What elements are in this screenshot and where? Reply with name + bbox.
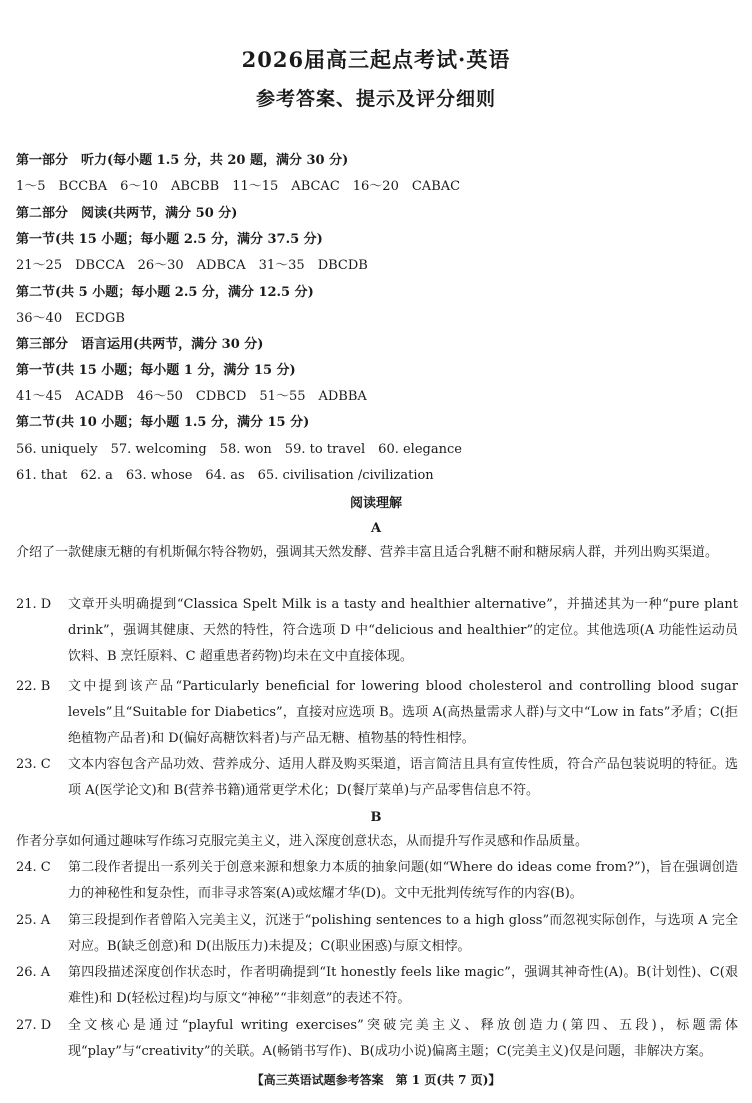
- answer-item: [16, 908, 738, 960]
- part2-section1-keys: 21～25 DBCCA 26～30 ADBCA 31～35 DBCDB: [16, 258, 368, 273]
- answer-item: [16, 855, 738, 907]
- passage-a-summary: 介绍了一款健康无糖的有机斯佩尔特谷物奶，强调其天然发酵、营养丰富且适合乳糖不耐和糖尿病人群，并列出购买渠道。: [16, 545, 719, 560]
- part3-section2-keys-a: 56. uniquely 57. welcoming 58. won 59. to travel 60. elegance: [16, 442, 462, 457]
- page-footer: 【高三英语试题参考答案 第 1 页(共 7 页)】: [251, 1073, 501, 1087]
- answer-item: [16, 1013, 738, 1065]
- reading-heading: 阅读理解: [349, 496, 402, 511]
- passage-a-label: A: [370, 521, 382, 536]
- item-number: 24. C: [16, 860, 51, 875]
- part3-section2-keys-b: 61. that 62. a 63. whose 64. as 65. civilisation /civilization: [16, 468, 434, 483]
- item-number: 27. D: [16, 1018, 52, 1033]
- passage-b-summary: 作者分享如何通过趣味写作练习克服完美主义，进入深度创意状态，从而提升写作灵感和作品质量。: [16, 834, 589, 849]
- part2-heading: 第二部分 阅读(共两节，满分 50 分): [16, 206, 238, 221]
- answer-item: [16, 752, 738, 804]
- item-number: 26. A: [16, 965, 51, 980]
- part2-section2-keys: 36～40 ECDGB: [16, 311, 125, 326]
- part3-section1-keys: 41～45 ACADB 46～50 CDBCD 51～55 ADBBA: [16, 389, 367, 404]
- item-explanation: 文本内容包含产品功效、营养成分、适用人群及购买渠道，语言简洁且具有宣传性质，符合产品包装说明的特征。选项 A(医学论文)和 B(营养书籍)通常更学术化；D(餐厅菜单)与产品零售信息不符。: [68, 757, 738, 798]
- part3-section1-heading: 第一节(共 15 小题；每小题 1 分，满分 15 分): [16, 363, 296, 378]
- part2-section1-heading: 第一节(共 15 小题；每小题 2.5 分，满分 37.5 分): [16, 232, 323, 247]
- item-number: 22. B: [16, 679, 51, 694]
- part2-section2-heading: 第二节(共 5 小题；每小题 2.5 分，满分 12.5 分): [16, 285, 314, 300]
- answer-item: [16, 592, 738, 670]
- answer-item: [16, 960, 738, 1012]
- part1-keys: 1～5 BCCBA 6～10 ABCBB 11～15 ABCAC 16～20 CABAC: [16, 179, 461, 194]
- item-number: 23. C: [16, 757, 51, 772]
- item-explanation: 第三段提到作者曾陷入完美主义，沉迷于“polishing sentences to a high gloss”而忽视实际创作，与选项 A 完全对应。B(缺乏创意)和 D(出版压力)未提及；C(职业困惑)与原文相悖。: [68, 913, 738, 954]
- item-explanation: 第四段描述深度创作状态时，作者明确提到“It honestly feels like magic”，强调其神奇性(A)。B(计划性)、C(艰难性)和 D(轻松过程)均与原文“神秘”“非刻意”的表述不符。: [68, 965, 738, 1006]
- item-explanation: 第二段作者提出一系列关于创意来源和想象力本质的抽象问题(如“Where do ideas come from?”)，旨在强调创造力的神秘性和复杂性，而非寻求答案(A)或炫耀才华(D)。文中无批判传统写作的内容(B)。: [68, 860, 738, 901]
- item-explanation: 文章开头明确提到“Classica Spelt Milk is a tasty and healthier alternative”，并描述其为一种“pure plant drink”，强调其健康、天然的特性，符合选项 D 中“delicious and healthier”的定位。其他选项(A 功能性运动员饮料、B 烹饪原料、C 超重患者药物)均未在文中直接体现。: [68, 597, 738, 664]
- passage-b-label: B: [370, 810, 382, 825]
- answer-item: [16, 674, 738, 752]
- item-explanation: 文中提到该产品“Particularly beneficial for lowering blood cholesterol and controlling blood sugar levels”且“Suitable for Diabetics”，直接对应选项 B。选项 A(高热量需求人群)与文中“Low in fats”矛盾；C(拒绝植物产品者)和 D(偏好高糖饮料者)与产品无糖、植物基的特性相悖。: [68, 679, 738, 746]
- item-number: 21. D: [16, 597, 52, 612]
- part3-section2-heading: 第二节(共 10 小题；每小题 1.5 分，满分 15 分): [16, 415, 310, 430]
- page-subtitle: 参考答案、提示及评分细则: [255, 88, 496, 110]
- part1-heading: 第一部分 听力(每小题 1.5 分，共 20 题，满分 30 分): [16, 153, 349, 168]
- item-explanation: 全文核心是通过“playful writing exercises”突破完美主义、释放创造力(第四、五段)，标题需体现“play”与“creativity”的关联。A(畅销书写作)、B(成功小说)偏离主题；C(完美主义)仅是问题，非解决方案。: [68, 1018, 738, 1059]
- part3-heading: 第三部分 语言运用(共两节，满分 30 分): [16, 337, 264, 352]
- item-number: 25. A: [16, 913, 51, 928]
- page-title: 2026届高三起点考试·英语: [241, 47, 511, 72]
